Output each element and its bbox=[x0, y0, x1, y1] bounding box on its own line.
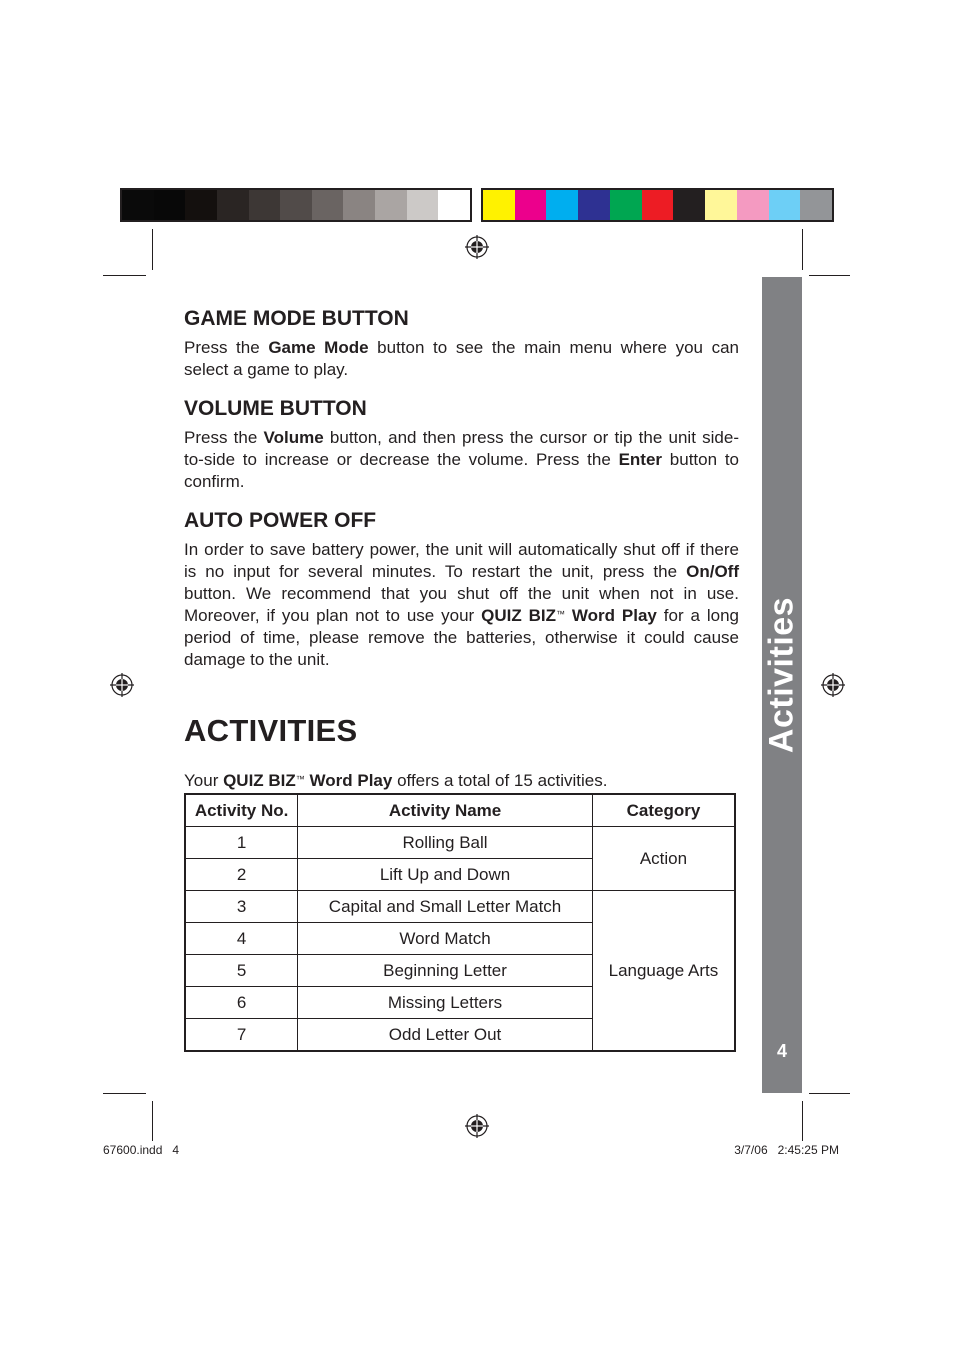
crop-mark bbox=[103, 1093, 146, 1094]
page-number: 4 bbox=[776, 1041, 787, 1061]
section-heading: GAME MODE BUTTON bbox=[184, 307, 409, 330]
column-header: Activity No. bbox=[185, 794, 298, 827]
activity-name: Odd Letter Out bbox=[298, 1019, 593, 1052]
bold-run: Game Mode bbox=[268, 338, 369, 357]
game-mode-section bbox=[184, 307, 739, 381]
activity-name: Beginning Letter bbox=[298, 955, 593, 987]
color-swatch bbox=[705, 190, 737, 220]
color-swatch bbox=[280, 190, 312, 220]
color-swatch bbox=[438, 190, 470, 220]
bold-run: QUIZ BIZ bbox=[223, 771, 296, 790]
activity-number: 5 bbox=[185, 955, 298, 987]
activities-table bbox=[184, 793, 736, 1052]
color-swatch bbox=[642, 190, 674, 220]
page-title: ACTIVITIES bbox=[184, 713, 358, 748]
color-swatch bbox=[185, 190, 217, 220]
crop-mark bbox=[152, 1101, 153, 1141]
color-swatch bbox=[800, 190, 832, 220]
activity-number: 1 bbox=[185, 827, 298, 859]
crop-mark bbox=[809, 1093, 850, 1094]
side-tab-title: Activities bbox=[762, 596, 801, 754]
trademark-symbol: ™ bbox=[295, 774, 305, 784]
bold-run: Enter bbox=[618, 450, 663, 469]
color-swatch bbox=[578, 190, 610, 220]
crop-mark bbox=[152, 229, 153, 270]
table-header-row bbox=[185, 794, 735, 827]
column-header: Activity Name bbox=[298, 794, 593, 827]
color-swatch bbox=[769, 190, 801, 220]
activity-number: 3 bbox=[185, 891, 298, 923]
activity-category: Action bbox=[592, 827, 735, 891]
activity-name: Capital and Small Letter Match bbox=[298, 891, 593, 923]
color-swatch bbox=[610, 190, 642, 220]
bold-run: Word Play bbox=[564, 606, 657, 625]
activity-category: Language Arts bbox=[592, 891, 735, 1052]
color-swatch bbox=[154, 190, 186, 220]
color-swatch bbox=[515, 190, 547, 220]
registration-mark-icon bbox=[465, 235, 489, 259]
color-swatch bbox=[122, 190, 154, 220]
text-run: button, and then press the cursor or tip the unit side-to-side to increase or decrease the volume. Press the bbox=[184, 428, 739, 469]
activity-name: Word Match bbox=[298, 923, 593, 955]
crop-mark bbox=[802, 229, 803, 270]
crop-mark bbox=[809, 275, 850, 276]
bold-run: Word Play bbox=[304, 771, 393, 790]
section-heading: AUTO POWER OFF bbox=[184, 509, 377, 532]
color-swatch bbox=[407, 190, 439, 220]
section-heading: VOLUME BUTTON bbox=[184, 397, 367, 420]
table-row bbox=[185, 827, 735, 859]
color-swatch bbox=[249, 190, 281, 220]
date-slug: 3/7/06 2:45:25 PM bbox=[734, 1143, 839, 1157]
text-run: for a long period of time, please remove the batteries, otherwise it could cause damage to the unit. bbox=[184, 606, 739, 669]
text-run: Your bbox=[184, 771, 224, 790]
color-swatch bbox=[546, 190, 578, 220]
activity-number: 6 bbox=[185, 987, 298, 1019]
color-swatch bbox=[483, 190, 515, 220]
crop-mark bbox=[103, 275, 146, 276]
grayscale-color-bar bbox=[120, 188, 472, 222]
table-row bbox=[185, 891, 735, 923]
bold-run: On/Off bbox=[686, 562, 739, 581]
color-swatch bbox=[375, 190, 407, 220]
crop-mark bbox=[802, 1101, 803, 1141]
color-swatch bbox=[217, 190, 249, 220]
volume-section bbox=[184, 397, 739, 493]
activity-number: 4 bbox=[185, 923, 298, 955]
section-body bbox=[184, 337, 739, 381]
registration-mark-icon bbox=[821, 673, 845, 697]
section-body bbox=[184, 770, 739, 792]
text-run: offers a total of 15 activities. bbox=[392, 771, 608, 790]
section-body bbox=[184, 539, 739, 671]
column-header: Category bbox=[592, 794, 735, 827]
text-run: button to confirm. bbox=[184, 450, 740, 491]
text-run: In order to save battery power, the unit will automatically shut off if there is no input for several minutes. To restart the unit, press the bbox=[184, 540, 739, 581]
activities-section bbox=[184, 714, 739, 792]
section-body bbox=[184, 427, 739, 493]
color-swatch bbox=[343, 190, 375, 220]
activity-name: Missing Letters bbox=[298, 987, 593, 1019]
registration-mark-icon bbox=[465, 1114, 489, 1138]
process-color-bar bbox=[481, 188, 834, 222]
registration-mark-icon bbox=[110, 673, 134, 697]
bold-run: QUIZ BIZ bbox=[481, 606, 556, 625]
text-run: button to see the main menu where you can select a game to play. bbox=[184, 338, 740, 379]
activity-name: Lift Up and Down bbox=[298, 859, 593, 891]
color-swatch bbox=[673, 190, 705, 220]
file-slug: 67600.indd 4 bbox=[103, 1143, 180, 1157]
activity-name: Rolling Ball bbox=[298, 827, 593, 859]
bold-run: Volume bbox=[263, 428, 324, 447]
trademark-symbol: ™ bbox=[555, 609, 565, 619]
text-run: Press the bbox=[184, 338, 269, 357]
activity-number: 2 bbox=[185, 859, 298, 891]
text-run: button. We recommend that you shut off the unit when not in use. Moreover, if you plan not to use your bbox=[184, 584, 739, 625]
text-run: Press the bbox=[184, 428, 264, 447]
auto-power-off-section bbox=[184, 509, 739, 671]
color-swatch bbox=[312, 190, 344, 220]
activity-number: 7 bbox=[185, 1019, 298, 1052]
color-swatch bbox=[737, 190, 769, 220]
